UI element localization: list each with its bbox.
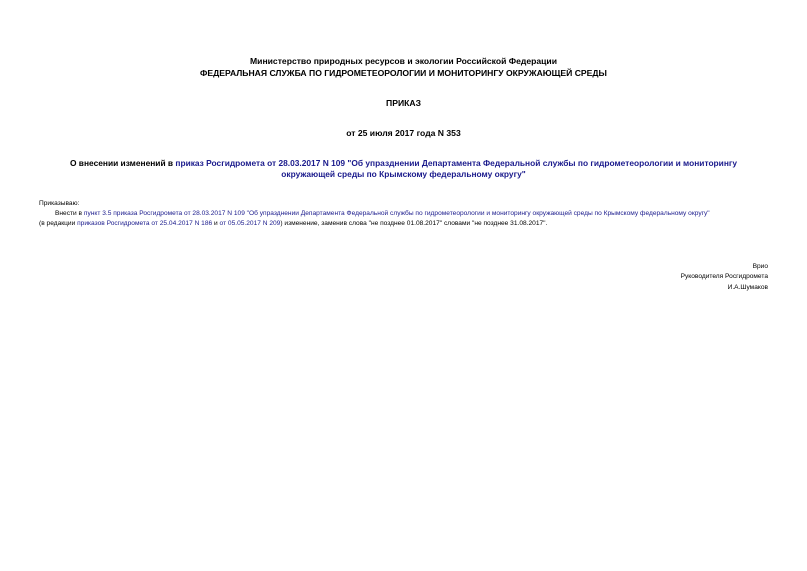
signature-name: И.А.Шумаков xyxy=(727,284,768,291)
signature-position-prefix: Врио xyxy=(752,263,768,270)
order-word: Приказываю: xyxy=(39,200,80,207)
signature-position: Руководителя Росгидромета xyxy=(680,273,768,280)
p2-text1: (в редакции xyxy=(39,220,78,227)
doc-title-link[interactable]: приказ Росгидромета от 28.03.2017 N 109 "Об упразднении Департамента Федеральной службы по гидрометеорологии и мониторингу xyxy=(175,158,738,168)
paragraph-line1 xyxy=(55,209,785,219)
p2-link-order-209[interactable]: от 05.05.2017 N 209 xyxy=(219,220,281,227)
doc-title-link-continued[interactable]: окружающей среды по Крымскому федеральному округу" xyxy=(281,169,526,179)
p2-text2: и xyxy=(212,220,220,227)
ministry-name: Министерство природных ресурсов и экологии Российской Федерации xyxy=(250,56,557,66)
doc-title-line2 xyxy=(0,169,807,180)
paragraph-line2 xyxy=(39,219,779,229)
doc-title-prefix: О внесении изменений в xyxy=(69,158,176,168)
doc-date-number: от 25 июля 2017 года N 353 xyxy=(346,128,461,138)
service-name: ФЕДЕРАЛЬНАЯ СЛУЖБА ПО ГИДРОМЕТЕОРОЛОГИИ И МОНИТОРИНГУ ОКРУЖАЮЩЕЙ СРЕДЫ xyxy=(200,68,607,78)
p1-text1: Внести в xyxy=(55,210,84,217)
doc-title-line1 xyxy=(0,158,807,169)
doc-type: ПРИКАЗ xyxy=(386,98,421,108)
p2-text3: ) изменение, заменив слова "не позднее 01.08.2017" словами "не позднее 31.08.2017". xyxy=(280,220,548,227)
p2-link-orders-186[interactable]: приказов Росгидромета от 25.04.2017 N 186 xyxy=(77,220,213,227)
p1-link-order[interactable]: приказа Росгидромета от 28.03.2017 N 109 "Об упразднении Департамента Федеральной службы по гидрометеорологии и мониторингу окружающей среды по Крымскому федеральному округу" xyxy=(113,210,710,217)
p1-link-clause[interactable]: пункт 3.5 xyxy=(83,210,112,217)
